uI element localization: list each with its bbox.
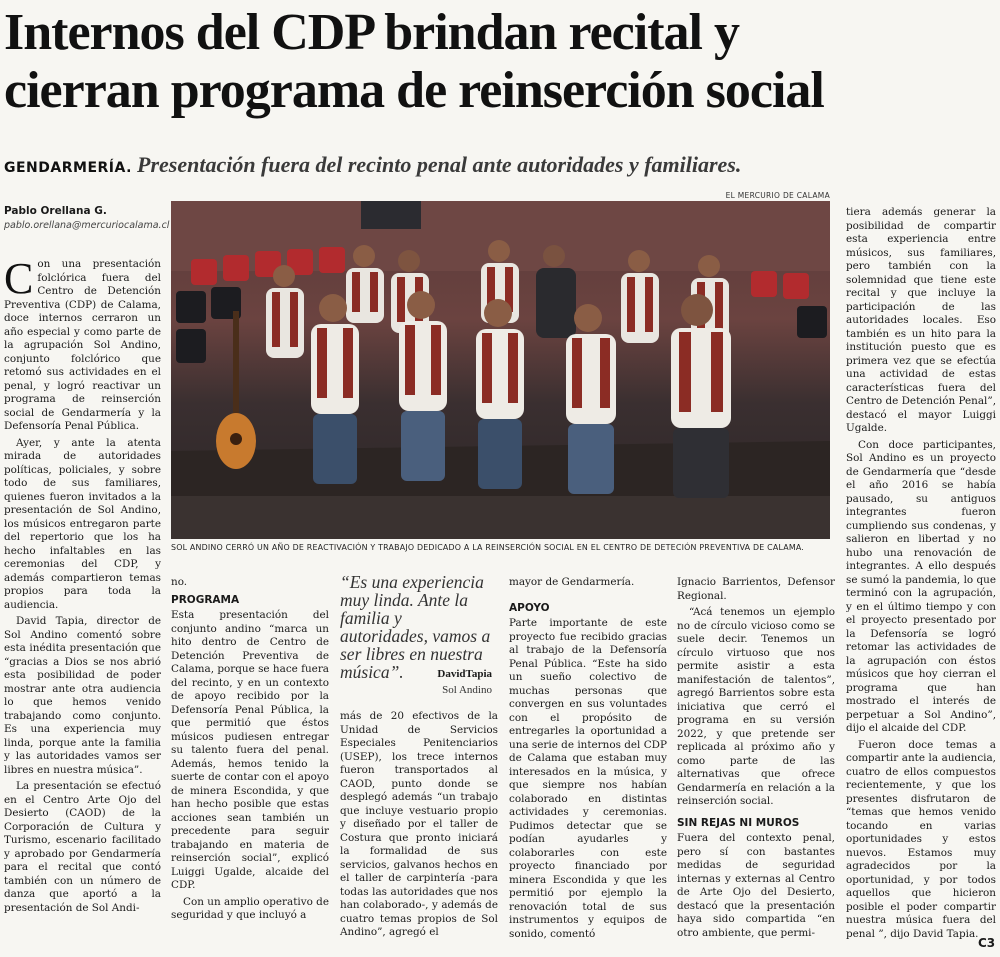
paragraph: Fueron doce temas a compartir ante la audiencia, cuatro de ellos compuestos recientemente, y que los presentes disfrutaron de “temas que hemos venido tocando en varias oportunidades y estos nuevos. Estamos muy agradecidos por la oportunidad, y por todos aquellos que hicieron posible el poder compartir nuestra música fuera del penal ”, dijo David Tapia. xyxy=(846,738,996,940)
pull-quote: “Es una experiencia muy linda. Ante la familia y autoridades, vamos a ser libres en nuestra música”. xyxy=(340,572,491,682)
paragraph: tiera además generar la posibilidad de compartir esta experiencia entre músicos, sus familiares, pero también con la solemnidad que tiene este recital y que incluye la participación de las autoridades locales. Eso también es un hito para la institución puesto que es primera vez que se efectúa una actividad de estas características fuera del Centro de Detención Penal”, destacó el mayor Luiggi Ugalde. xyxy=(846,206,996,434)
byline-author: Pablo Orellana G. xyxy=(4,205,107,217)
kicker-line xyxy=(4,152,994,178)
section-heading-sin-rejas: SIN REJAS NI MUROS xyxy=(677,816,800,829)
article-column-5 xyxy=(677,576,835,943)
headline xyxy=(4,4,996,120)
paragraph: Con un amplio operativo de seguridad y que incluyó a xyxy=(171,895,329,921)
paragraph-continuation: Ignacio Barrientos, Defensor Regional. xyxy=(677,576,835,602)
paragraph-continuation: no. xyxy=(171,576,188,588)
paragraph: Con doce participantes, Sol Andino es un proyecto de Gendarmería que “desde el año 2016 se había pausado, su antiguos integrantes fueron cumpliendo sus condenas, y salieron en libertad y no hubo una renovación de integrantes. A ello después se sumó la pandemia, lo que terminó con la agrupación, y en el último tiempo y con el proyecto presentado por la Defensoría se logró retomar las actividades de la agrupación con éstos músicos que hoy cierran el programa que han mostrado el interés de perpetuar a Sol Andino”, dijo el alcaide del CDP. xyxy=(846,438,996,734)
news-photo xyxy=(171,201,830,539)
photo-illustration xyxy=(171,201,830,539)
paragraph-continuation: mayor de Gendarmería. xyxy=(509,576,635,588)
byline-email: pablo.orellana@mercuriocalama.cl xyxy=(4,220,170,231)
article-column-6 xyxy=(846,206,996,944)
byline xyxy=(4,205,170,231)
paragraph: Ayer, y ante la atenta mirada de autoridades políticas, policiales, y sobre todo de sus familiares, quienes fueron invitados a la presentación de Sol Andino, los músicos entregaron parte del repertorio que los ha hecho infaltables en las ceremonias del CDP, y además compartieron temas propios para toda la audiencia. xyxy=(4,436,161,611)
section-heading-apoyo: APOYO xyxy=(509,601,550,614)
paragraph: Parte importante de este proyecto fue recibido gracias al trabajo de la Defensoría Penal Pública. “Este ha sido un sueño colectivo de muchas personas que convergen en sus voluntades con el propósito de entregarles la oportunidad a una serie de internos del CDP de Calama que estaban muy interesados en la música, y que siempre nos habían colaborado en distintas actividades y ceremonias. Pudimos detectar que se podían ayudarles y colaborarles con este proyecto financiado por minera Escondida y que les permitió por ejemplo la renovación total de sus instrumentos y equipos de sonido, comentó xyxy=(509,617,667,940)
article-column-3 xyxy=(340,710,498,943)
article-column-1 xyxy=(4,254,161,918)
lead-paragraph xyxy=(4,254,161,434)
headline-line-1: Internos del CDP brindan recital y xyxy=(4,4,739,61)
paragraph: Fuera del contexto penal, pero sí con bastantes medidas de seguridad internas y externas al Centro de Arte Ojo del Desierto, destacó que la presentación haya sido compartida “en otro ambiente, que permi- xyxy=(677,832,835,939)
paragraph: “Acá tenemos un ejemplo no de círculo vicioso como se suele decir. Tenemos un círculo virtuoso que nos permite asistir a esta manifestación de talentos”, agregó Barrientos sobre esta iniciativa que cerró el programa en su versión 2022, y que pretende ser replicada al próximo año y como parte de las alternativas que ofrece Gendarmería en relación a la reinserción social. xyxy=(677,606,835,807)
paragraph: más de 20 efectivos de la Unidad de Servicios Especiales Penitenciarios (USEP), los trece internos fueron transportados al CAOD, punto donde se desplegó además “un trabajo que incluye vestuario propio y diseñado por el taller de Costura que pronto iniciará la formalidad de sus servicios, galvanos hechos en el taller de carpintería -para todas las autoridades que nos han colaborado-, y además de cuatro temas propios de Sol Andino”, agregó el xyxy=(340,710,498,938)
paragraph: La presentación se efectuó en el Centro Arte Ojo del Desierto (CAOD) de la Corporación de Cultura y Turismo, escenario facilitado y aprobado por Gendarmería para el recital que contó también con un número de danza que aportó a la presentación de Sol Andi- xyxy=(4,780,161,914)
article-column-4 xyxy=(509,576,667,944)
end-mark: C3 xyxy=(978,936,996,950)
subtitle: Presentación fuera del recinto penal ante autoridades y familiares. xyxy=(137,152,742,177)
section-kicker: GENDARMERÍA. xyxy=(4,160,132,176)
pull-quote-author: DavidTapia xyxy=(437,668,492,680)
photo-credit: EL MERCURIO DE CALAMA xyxy=(725,191,830,200)
photo-caption: SOL ANDINO CERRÓ UN AÑO DE REACTIVACIÓN Y TRABAJO DEDICADO A LA REINSERCIÓN SOCIAL EN EL CENTRO DE DETECIÓN PREVENTIVA DE CALAMA. xyxy=(171,543,805,552)
drop-cap: C xyxy=(4,254,34,303)
article-column-2 xyxy=(171,576,329,926)
headline-line-2: cierran programa de reinserción social xyxy=(4,62,824,119)
pull-quote-role: Sol Andino xyxy=(442,684,492,696)
lead-text: on una presentación folclórica fuera del Centro de Detención Preventiva (CDP) de Calama, doce internos cerraron un año especial y como parte de la agrupación Sol Andino, conjunto folclórico que retomó sus actividades en el penal, y logró reactivar un programa de reinserción social de Gendarmería y la Defensoría Penal Pública. xyxy=(4,258,161,432)
paragraph: David Tapia, director de Sol Andino comentó sobre esta inédita presentación que “gracias a Dios se nos abrió esta posibilidad de poder mostrar ante otra audiencia lo que hemos venido trabajando como conjunto. Es una experiencia muy linda, porque ante la familia y las autoridades vamos ser libres en nuestra música”. xyxy=(4,615,161,776)
section-heading-programa: PROGRAMA xyxy=(171,593,240,606)
paragraph: Esta presentación del conjunto andino “marca un hito dentro de Centro de Detención Preventiva de Calama, porque se hace fuera del recinto, y en un contexto de apoyo recibido por la Defensoría Penal Pública, la que permitió que éstos músicos pudiesen entregar su talento fuera del penal. Además, hemos tenido la suerte de contar con el apoyo de minera Escondida, y que han hecho posible que estas acciones sean también un precedente para seguir trabajando en materia de reinserción social”, explicó Luiggi Ugalde, alcaide del CDP. xyxy=(171,609,329,891)
